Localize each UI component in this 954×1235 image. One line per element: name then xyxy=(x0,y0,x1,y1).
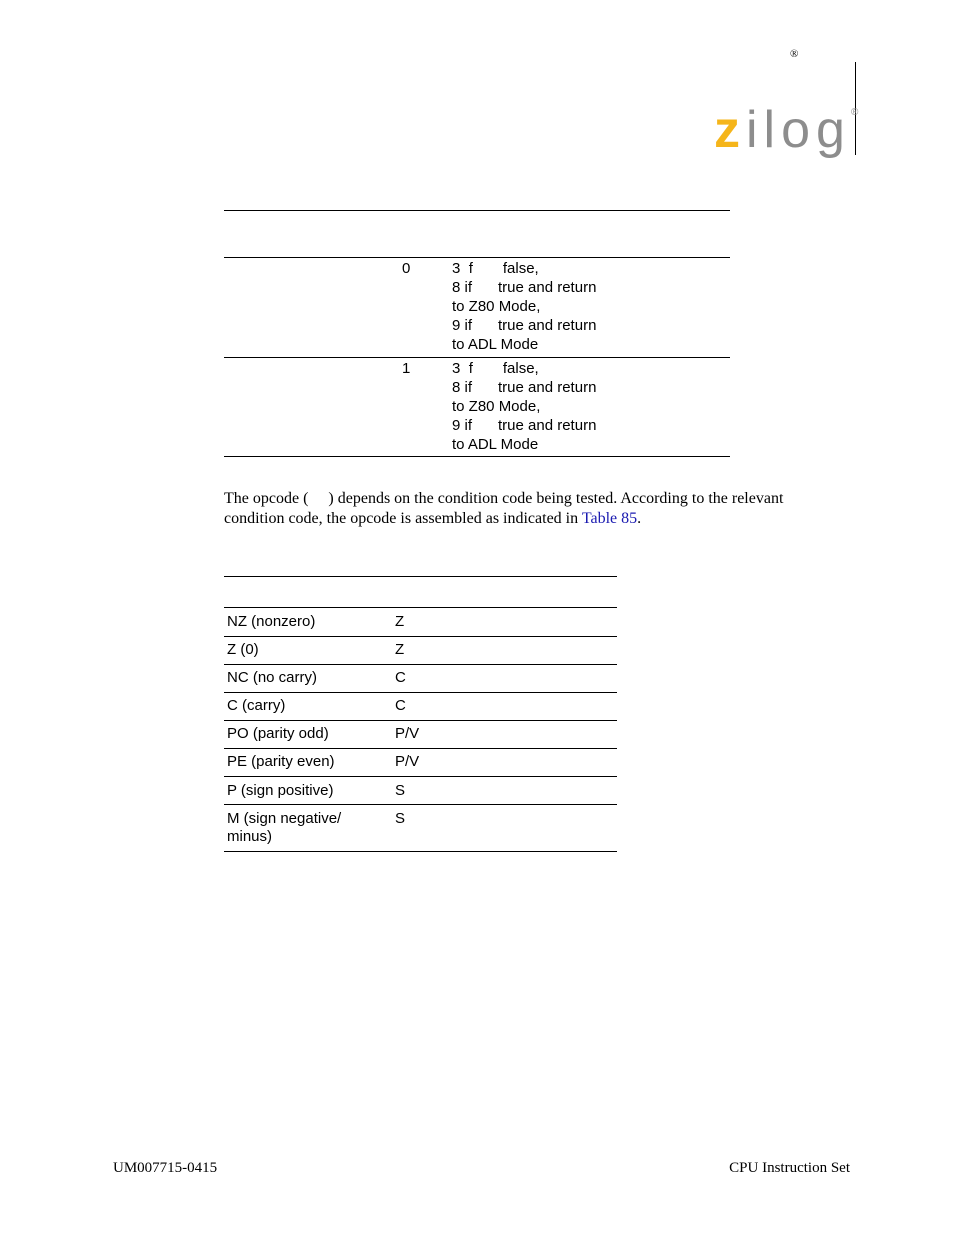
table2-bottom-rule xyxy=(224,851,617,852)
table1-row2-col2: 1 xyxy=(402,360,411,377)
table2-row3-condition: NC (no carry) xyxy=(227,669,318,686)
table1-row2-line4: 9 if true and return xyxy=(452,417,597,434)
body-paragraph: The opcode ( ) depends on the condition code being tested. According to the relevant condition code, the opcode is assembled as indicated in Table 85. xyxy=(224,490,784,527)
logo-rest: ilog xyxy=(746,101,851,159)
footer-doc-id: UM007715-0415 xyxy=(113,1160,218,1176)
table2-divider xyxy=(224,776,617,777)
table2-row7-condition: P (sign positive) xyxy=(227,782,334,799)
logo-z: z xyxy=(714,101,746,159)
table2-divider xyxy=(224,720,617,721)
table-85-link[interactable]: Table 85 xyxy=(581,510,638,527)
table2-row4-flag: C xyxy=(395,697,406,714)
table2-row1-condition: NZ (nonzero) xyxy=(227,613,316,630)
table2-divider xyxy=(224,664,617,665)
table2-divider xyxy=(224,636,617,637)
table1-row2-line3: to Z80 Mode, xyxy=(452,398,541,415)
table2-row2-flag: Z xyxy=(395,641,405,658)
table1-row1-line4: 9 if true and return xyxy=(452,317,597,334)
table1-row2-line5: to ADL Mode xyxy=(452,436,539,453)
table2-divider xyxy=(224,748,617,749)
footer-section-title: CPU Instruction Set xyxy=(729,1160,850,1176)
table2-row5-flag: P/V xyxy=(395,725,420,742)
table2-top-rule xyxy=(224,576,617,577)
table1-row1-line2: 8 if true and return xyxy=(452,279,597,296)
registered-mark: ® xyxy=(790,48,799,60)
table1-row1-col2: 0 xyxy=(402,260,411,277)
table1-row2-line2: 8 if true and return xyxy=(452,379,597,396)
table2-row5-condition: PO (parity odd) xyxy=(227,725,329,742)
logo-registered-mark: ® xyxy=(850,107,859,118)
table2-divider xyxy=(224,692,617,693)
table1-row2-line1: 3 f false, xyxy=(452,360,539,377)
table2-row7-flag: S xyxy=(395,782,406,799)
table1-row2-col3 xyxy=(452,359,622,454)
table1-header-rule xyxy=(224,257,730,258)
table2-divider xyxy=(224,804,617,805)
table1-row1-line1: 3 f false, xyxy=(452,260,539,277)
table1-row1-line3: to Z80 Mode, xyxy=(452,298,541,315)
table2-row4-condition: C (carry) xyxy=(227,697,286,714)
table2-row1-flag: Z xyxy=(395,613,405,630)
table1-row1-line5: to ADL Mode xyxy=(452,336,539,353)
table2-row2-condition: Z (0) xyxy=(227,641,259,658)
table2-row3-flag: C xyxy=(395,669,406,686)
zilog-logo xyxy=(714,101,859,159)
table1-top-rule xyxy=(224,210,730,211)
table2-row6-flag: P/V xyxy=(395,753,420,770)
table2-row8-flag: S xyxy=(395,810,406,827)
table2-row6-condition: PE (parity even) xyxy=(227,753,335,770)
table1-row-divider xyxy=(224,357,730,358)
table1-row1-col3 xyxy=(452,259,622,354)
table1-bottom-rule xyxy=(224,456,730,457)
table2-row8-condition: M (sign negative/ minus) xyxy=(227,810,342,845)
table2-header-rule xyxy=(224,607,617,608)
